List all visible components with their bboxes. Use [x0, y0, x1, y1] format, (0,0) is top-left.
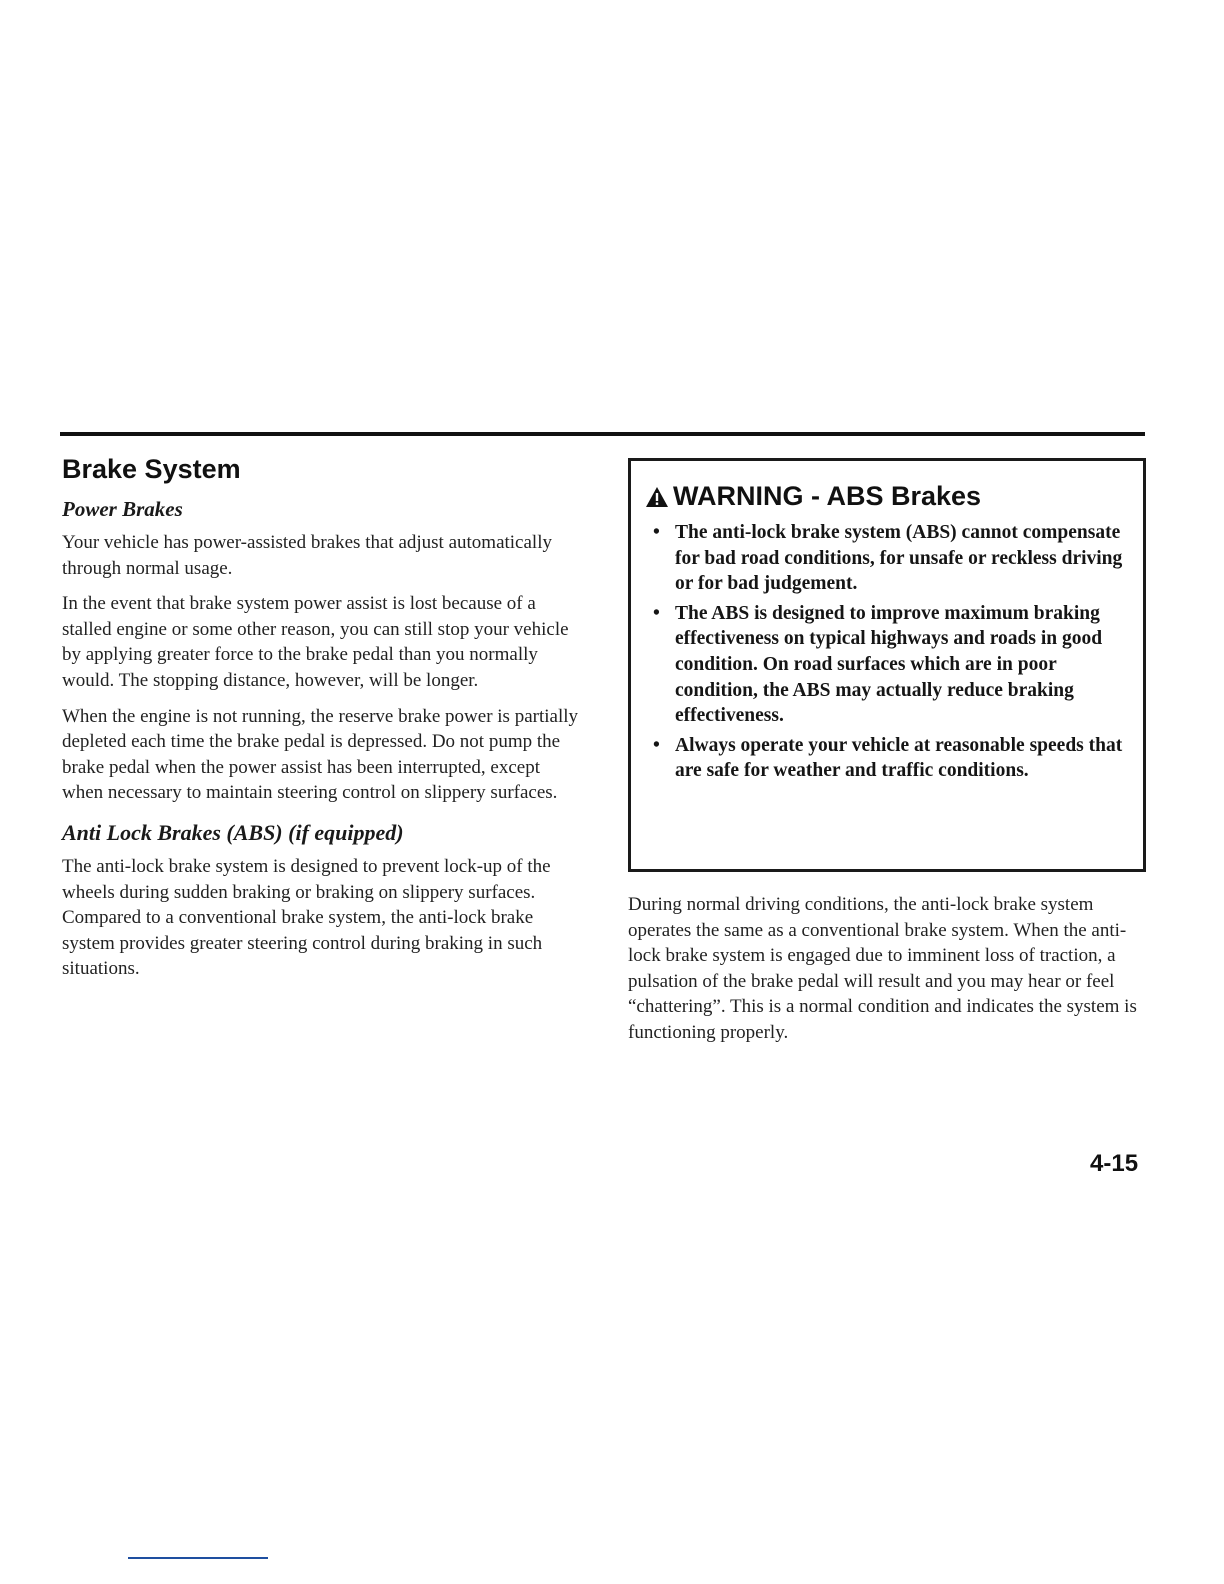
warning-item-text: The anti-lock brake system (ABS) cannot compensate for bad road conditions, for unsafe or reckless driving or for bad judgement.: [675, 522, 1123, 595]
footer-rule: [128, 1557, 268, 1559]
section-divider: [60, 432, 1145, 436]
warning-item: [645, 733, 1133, 784]
power-brakes-paragraph-2: In the event that brake system power assist is lost because of a stalled engine or some other reason, you can still stop your vehicle by applying greater force to the brake pedal than you normally would. The stopping distance, however, will be longer.: [62, 593, 569, 691]
section-title: Brake System: [62, 454, 241, 484]
warning-header: [645, 481, 1133, 512]
power-brakes-paragraph-3: When the engine is not running, the reserve brake power is partially depleted each time the brake pedal is depressed. Do not pump the brake pedal when the power assist has been interrupted, except when necessary to maintain steering control on slippery surfaces.: [62, 705, 578, 804]
right-column: [628, 458, 1146, 1065]
warning-triangle-icon: [645, 486, 669, 508]
warning-item-text: The ABS is designed to improve maximum braking effectiveness on typical highways and roads in good condition. On road surfaces which are in poor condition, the ABS may actually reduce braking effectiveness.: [675, 602, 1103, 727]
warning-list: [645, 520, 1133, 784]
bullet: •: [653, 602, 660, 624]
power-brakes-paragraph-1: Your vehicle has power-assisted brakes that adjust automatically through normal usage.: [62, 532, 552, 579]
abs-operation-paragraph: During normal driving conditions, the anti-lock brake system operates the same as a conventional brake system. When the anti-lock brake system is engaged due to imminent loss of traction, a pulsation of the brake pedal will result and you may hear or feel “chattering”. This is a normal condition and indicates the system is functioning properly.: [628, 894, 1137, 1043]
abs-title: Anti Lock Brakes (ABS) (if equipped): [62, 819, 404, 845]
warning-item: [645, 520, 1133, 597]
power-brakes-title: Power Brakes: [62, 497, 183, 521]
page-number: 4-15: [1090, 1150, 1139, 1177]
warning-item: [645, 601, 1133, 729]
abs-paragraph: The anti-lock brake system is designed to prevent lock-up of the wheels during sudden braking or braking on slippery surfaces. Compared to a conventional brake system, the anti-lock brake system provides greater steering control during braking in such situations.: [62, 855, 551, 980]
warning-title: WARNING - ABS Brakes: [673, 481, 982, 511]
bullet: •: [653, 734, 660, 756]
warning-item-text: Always operate your vehicle at reasonable speeds that are safe for weather and traffic conditions.: [675, 734, 1123, 782]
left-column: [60, 454, 582, 992]
bullet: •: [653, 522, 660, 543]
warning-box: [628, 458, 1146, 872]
